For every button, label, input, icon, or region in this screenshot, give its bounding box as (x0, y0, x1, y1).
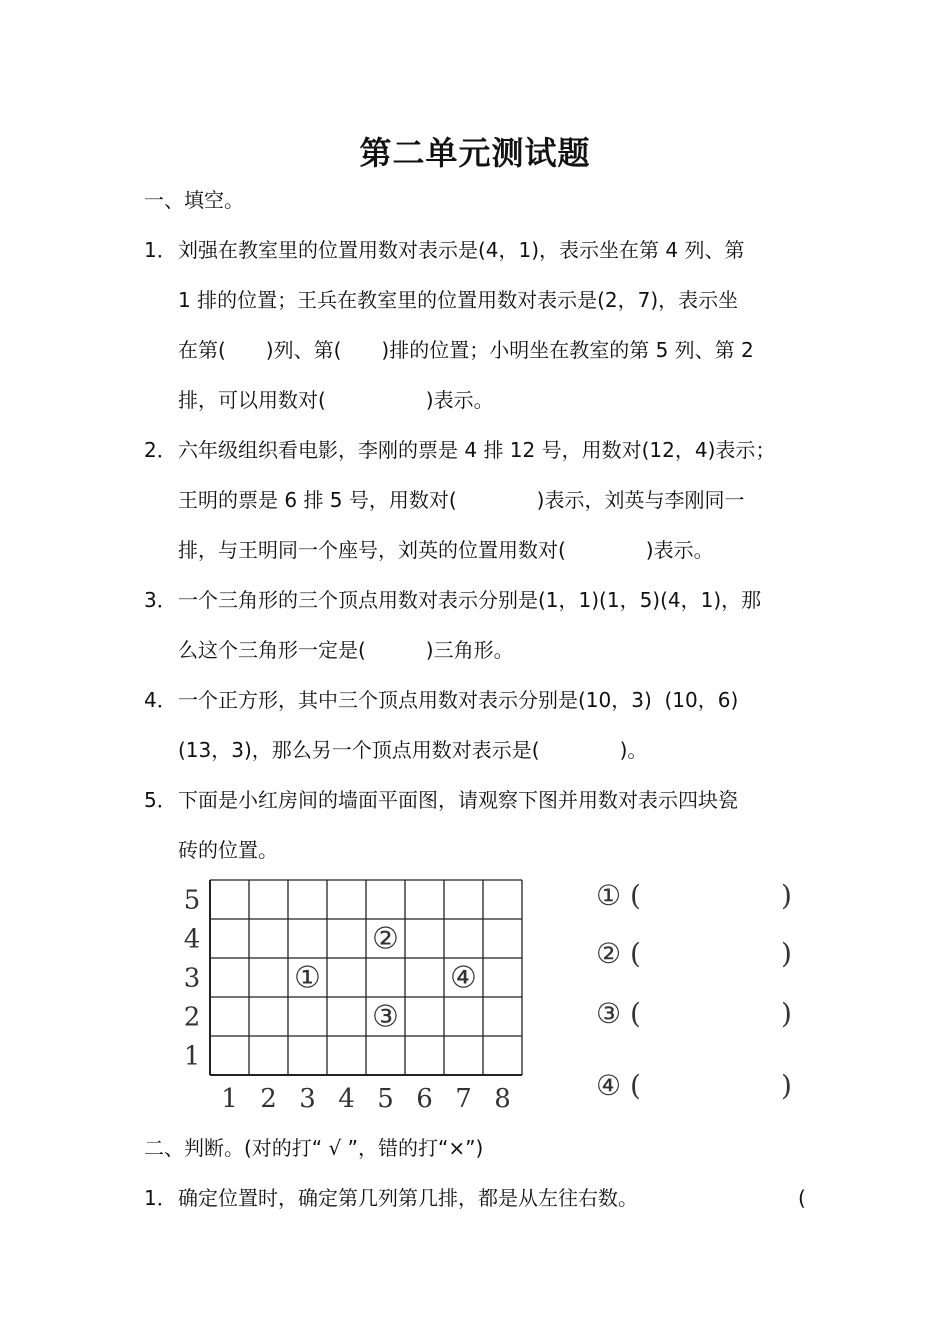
tile-marker: ③ (372, 999, 399, 1035)
column-label: 6 (416, 1084, 433, 1114)
page-title: 第二单元测试题 (359, 134, 591, 172)
answer-row-2 (596, 932, 792, 972)
answer-blank-2[interactable]: ( ) (630, 937, 792, 970)
answer-label-1: ① (596, 879, 622, 912)
question-3-line-2: 么这个三角形一定是( )三角形。 (178, 638, 514, 662)
question-2-text: 六年级组织看电影，李刚的票是 4 排 12 号，用数对(12，4)表示； (178, 438, 776, 462)
judge-1-bracket[interactable]: ( (798, 1186, 806, 1210)
column-label: 1 (221, 1084, 238, 1114)
question-2-line-2: 王明的票是 6 排 5 号，用数对( )表示，刘英与李刚同一 (178, 488, 745, 512)
tile-answer-list (596, 872, 796, 1112)
column-label: 8 (494, 1084, 511, 1114)
answer-row-1 (596, 874, 792, 914)
answer-row-3 (596, 992, 792, 1032)
section-fill-heading: 一、填空。 (144, 188, 244, 212)
question-2-line-3: 排，与王明同一个座号，刘英的位置用数对( )表示。 (178, 538, 714, 562)
question-4-line-2: (13，3)，那么另一个顶点用数对表示是( )。 (178, 738, 648, 762)
question-2-number: 2． (144, 438, 177, 462)
tile-marker: ① (294, 960, 321, 996)
column-label: 2 (260, 1084, 277, 1114)
row-label: 5 (183, 885, 201, 916)
judge-1-line (144, 1184, 638, 1212)
column-label: 4 (338, 1084, 355, 1114)
question-3-number: 3． (144, 588, 177, 612)
question-3-text: 一个三角形的三个顶点用数对表示分别是(1，1)(1，5)(4，1)，那 (178, 588, 762, 612)
wall-grid-figure (178, 872, 538, 1124)
question-4-text: 一个正方形，其中三个顶点用数对表示分别是(10，3) (10，6) (178, 688, 739, 712)
section-judge-heading: 二、判断。(对的打“ √ ”，错的打“×”) (144, 1136, 484, 1160)
question-2-line-1 (144, 436, 775, 464)
row-label: 2 (183, 1002, 201, 1033)
row-label: 3 (183, 963, 201, 994)
question-1-line-1 (144, 236, 745, 264)
answer-blank-3[interactable]: ( ) (630, 997, 792, 1030)
question-1-text: 刘强在教室里的位置用数对表示是(4，1)，表示坐在第 4 列、第 (178, 238, 745, 262)
question-5-text: 下面是小红房间的墙面平面图，请观察下图并用数对表示四块瓷 (178, 788, 738, 812)
question-5-line-2: 砖的位置。 (178, 838, 278, 862)
answer-blank-1[interactable]: ( ) (630, 879, 792, 912)
question-1-line-4: 排，可以用数对( )表示。 (178, 388, 494, 412)
wall-grid (178, 872, 538, 1120)
answer-row-4 (596, 1064, 792, 1104)
row-label: 4 (183, 924, 201, 955)
question-3-line-1 (144, 586, 761, 614)
answer-label-3: ③ (596, 997, 622, 1030)
question-5-line-1 (144, 786, 738, 814)
column-label: 7 (455, 1084, 472, 1114)
answer-blank-4[interactable]: ( ) (630, 1069, 792, 1102)
tile-marker: ② (372, 921, 399, 957)
column-label: 5 (377, 1084, 394, 1114)
question-4-number: 4． (144, 688, 177, 712)
question-1-line-3: 在第( )列、第( )排的位置；小明坐在教室的第 5 列、第 2 (178, 338, 754, 362)
question-1-line-2: 1 排的位置；王兵在教室里的位置用数对表示是(2，7)，表示坐 (178, 288, 739, 312)
judge-1-number: 1． (144, 1186, 177, 1210)
question-1-number: 1． (144, 238, 177, 262)
question-4-line-1 (144, 686, 738, 714)
question-5-number: 5． (144, 788, 177, 812)
answer-label-2: ② (596, 937, 622, 970)
answer-label-4: ④ (596, 1069, 622, 1102)
row-label: 1 (183, 1041, 201, 1072)
judge-1-text: 确定位置时，确定第几列第几排，都是从左往右数。 (178, 1186, 638, 1210)
tile-marker: ④ (450, 960, 477, 996)
column-label: 3 (299, 1084, 316, 1114)
